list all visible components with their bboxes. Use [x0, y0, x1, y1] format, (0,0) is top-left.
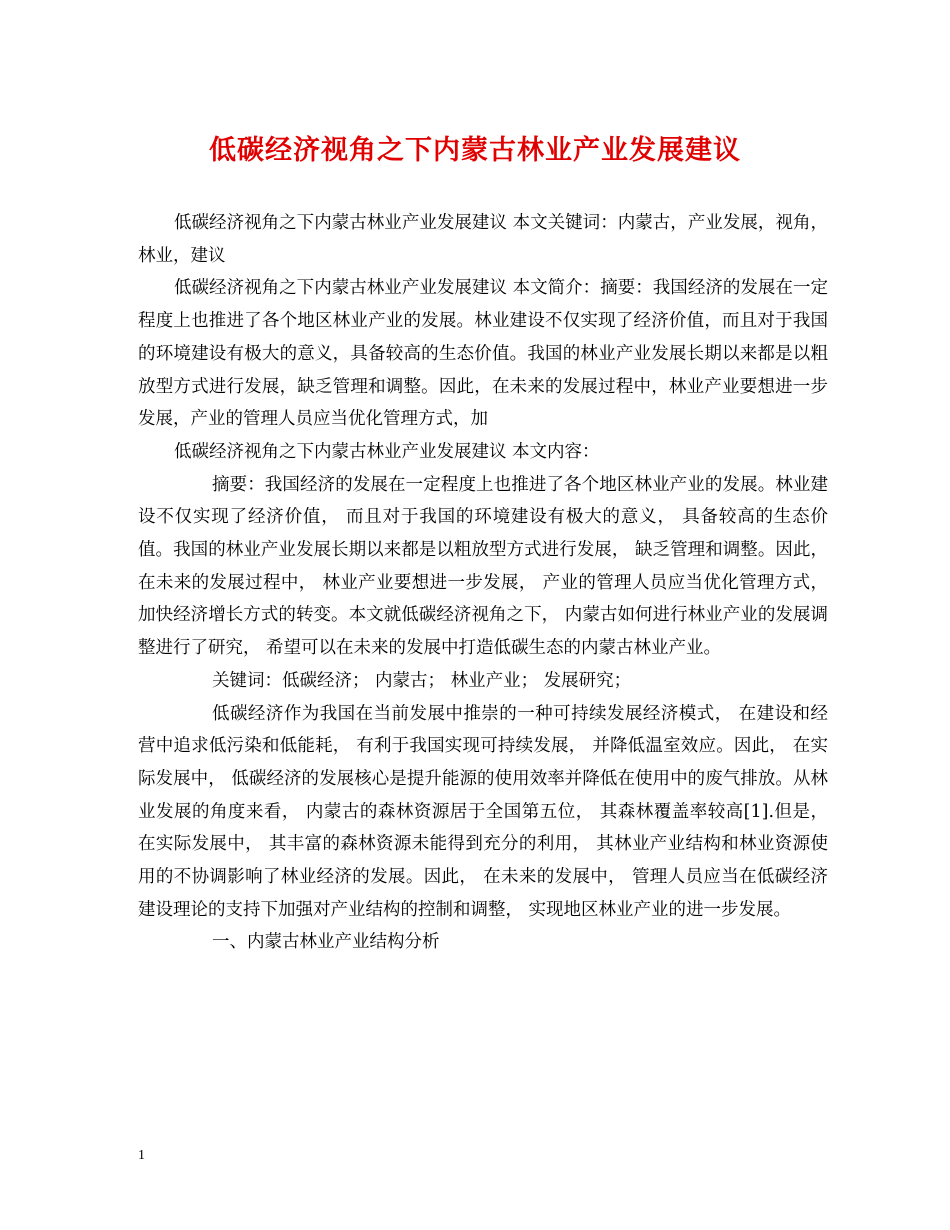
keywords-paragraph: 低碳经济视角之下内蒙古林业产业发展建议 本文关键词：内蒙古，产业发展，视角，林业，建议 — [138, 213, 828, 266]
page-number: 1 — [138, 1148, 145, 1163]
content-heading-paragraph: 低碳经济视角之下内蒙古林业产业发展建议 本文内容： — [174, 441, 600, 462]
section-heading: 一、内蒙古林业产业结构分析 — [212, 932, 440, 953]
summary-paragraph: 低碳经济视角之下内蒙古林业产业发展建议 本文简介：摘要：我国经济的发展在一定程度上也推进了各个地区林业产业的发展。林业建设不仅实现了经济价值，而且对于我国的环境建设有极大的意义，具备较高的生态价值。我国的林业产业发展长期以来都是以粗放型方式进行发展，缺乏管理和调整。因此，在未来的发展过程中，林业产业要想进一步发展，产业的管理人员应当优化管理方式，加 — [138, 278, 828, 430]
document-body — [138, 207, 828, 959]
document-title: 低碳经济视角之下内蒙古林业产业发展建议 — [209, 135, 741, 166]
abstract-paragraph: 摘要：我国经济的发展在一定程度上也推进了各个地区林业产业的发展。林业建设不仅实现了经济价值， 而且对于我国的环境建设有极大的意义， 具备较高的生态价值。我国的林业产业发展长期以来都是以粗放型方式进行发展， 缺乏管理和调整。因此， 在未来的发展过程中， 林业产业要想进一步发展， 产业的管理人员应当优化管理方式， 加快经济增长方式的转变。本文就低碳经济视角之下， 内蒙古如何进行林业产业的发展调整进行了研究， 希望可以在未来的发展中打造低碳生态的内蒙古林业产业。 — [138, 474, 828, 659]
intro-paragraph: 低碳经济作为我国在当前发展中推崇的一种可持续发展经济模式， 在建设和经营中追求低污染和低能耗， 有利于我国实现可持续发展， 并降低温室效应。因此， 在实际发展中， 低碳经济的发展核心是提升能源的使用效率并降低在使用中的废气排放。从林业发展的角度来看， 内蒙古的森林资源居于全国第五位， 其森林覆盖率较高[1].但是， 在实际发展中， 其丰富的森林资源未能得到充分的利用， 其林业产业结构和林业资源使用的不协调影响了林业经济的发展。因此， 在未来的发展中， 管理人员应当在低碳经济建设理论的支持下加强对产业结构的控制和调整， 实现地区林业产业的进一步发展。 — [138, 703, 828, 920]
keywords-list-paragraph: 关键词：低碳经济； 内蒙古； 林业产业； 发展研究； — [212, 670, 632, 691]
